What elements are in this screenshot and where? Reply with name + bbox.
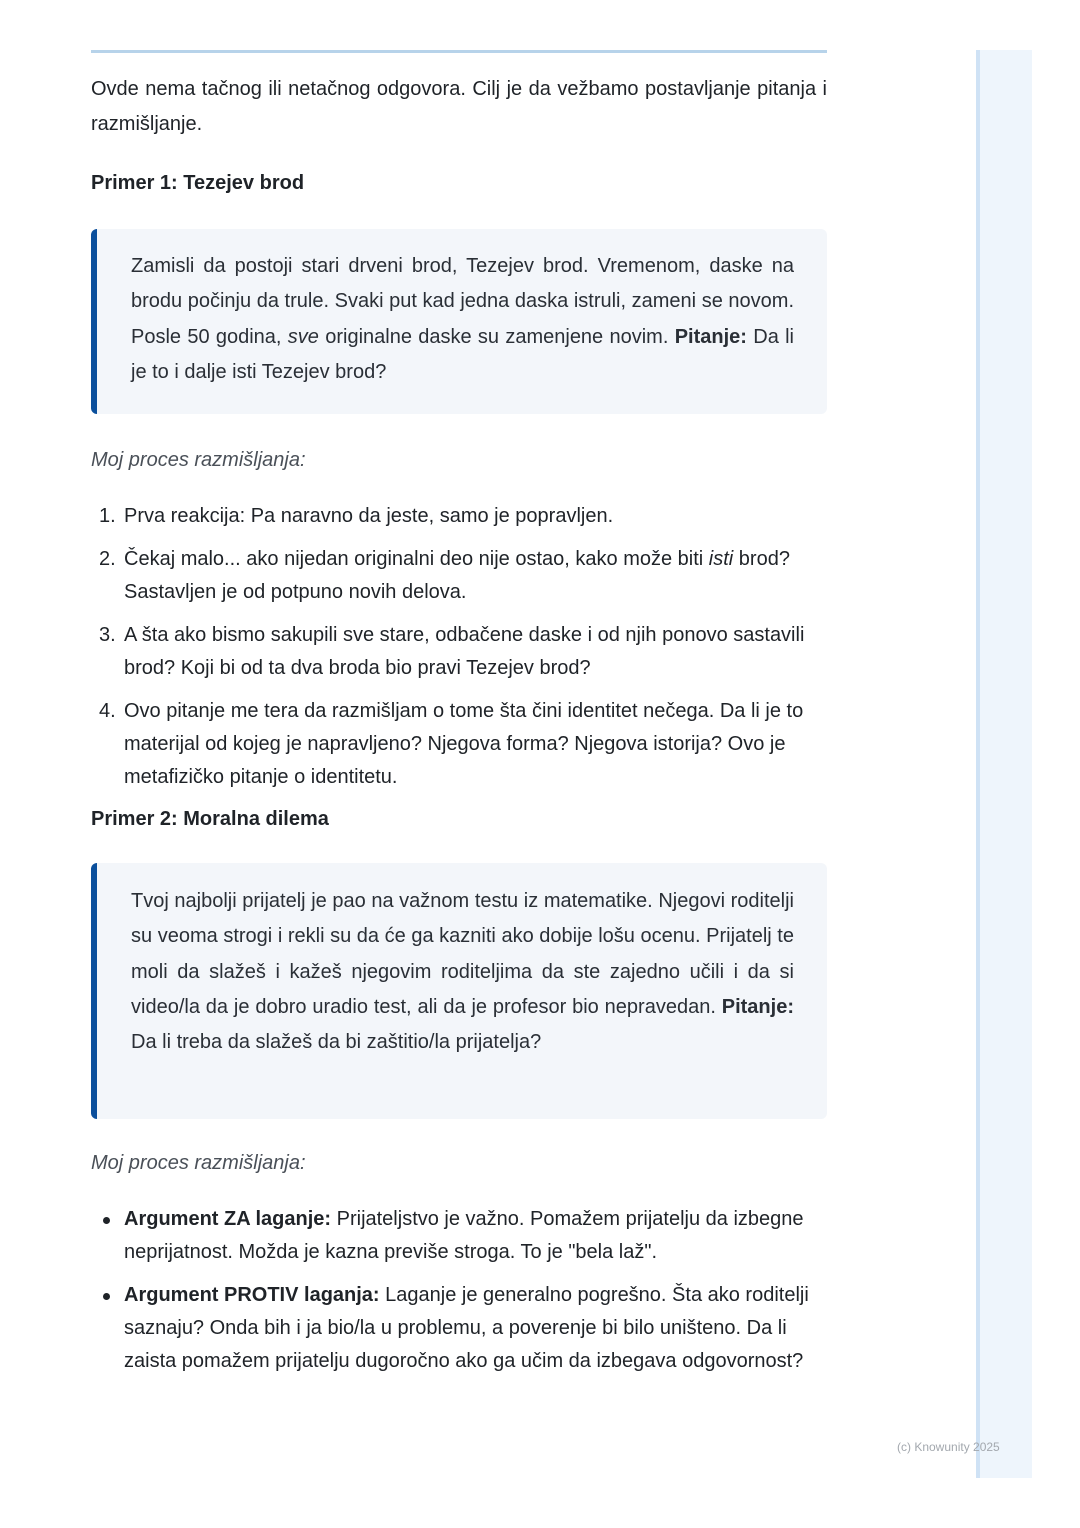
example2-quote-text: Tvoj najbolji prijatelj je pao na važnom testu iz matematike. Njegovi roditelji su veoma strogi i rekli su da će ga kazniti ako dobije lošu ocenu. Prijatelj te moli da slažeš i kažeš njegovim roditeljima da ste zajedno učili i da si video/la da je dobro uradio test, ali da je profesor bio nepravedan. Pitanje: Da li treba da slažeš da bi zaštitio/la prijatelja?: [131, 890, 794, 1054]
side-panel: [976, 50, 1032, 1478]
top-rule: [91, 50, 827, 53]
bullet-icon: [103, 1217, 110, 1224]
example1-process-label: Moj proces razmišljanja:: [91, 449, 306, 471]
list-item: Argument PROTIV laganja: Laganje je generalno pogrešno. Šta ako roditelji saznaju? Onda bih i ja bio/la u problemu, a poverenje bi bilo uništeno. Da li zaista pomažem prijatelju dugoročno ako ga učim da izbegava odgovornost?: [91, 1279, 827, 1378]
list-item: 2. Čekaj malo... ako nijedan originalni deo nije ostao, kako može biti isti brod? Sastavljen je od potpuno novih delova.: [99, 548, 790, 603]
example1-heading: Primer 1: Tezejev brod: [91, 172, 305, 194]
intro-paragraph: Ovde nema tačnog ili netačnog odgovora. Cilj je da vežbamo postavljanje pitanja i razmišljanje.: [91, 78, 827, 135]
list-item: 4. Ovo pitanje me tera da razmišljam o tome šta čini identitet nečega. Da li je to materijal od kojeg je napravljeno? Njegova forma? Njegova istorija? Ovo je metafizičko pitanje o identitetu.: [99, 700, 804, 788]
example1-quote-text: Zamisli da postoji stari drveni brod, Tezejev brod. Vremenom, daske na brodu počinju da trule. Svaki put kad jedna daska istruli, zameni se novom. Posle 50 godina, sve originalne daske su zamenjene novim. Pitanje: Da li je to i dalje isti Tezejev brod?: [131, 255, 795, 383]
example1-steps: [91, 500, 827, 794]
question-label: Pitanje:: [674, 325, 747, 348]
bullet-icon: [103, 1293, 110, 1300]
example1-quote: [91, 229, 827, 414]
example2-process-label: Moj proces razmišljanja:: [91, 1152, 306, 1174]
copyright-footer: (c) Knowunity 2025: [897, 1440, 1000, 1454]
example2-quote: [91, 863, 827, 1119]
question-label: Pitanje:: [721, 995, 794, 1018]
list-item: Argument ZA laganje: Prijateljstvo je važno. Pomažem prijatelju da izbegne neprijatnost. Možda je kazna previše stroga. To je "bela laž".: [91, 1203, 827, 1269]
example2-heading: Primer 2: Moralna dilema: [91, 808, 329, 830]
list-item: 3. A šta ako bismo sakupili sve stare, odbačene daske i od njih ponovo sastavili brod? Koji bi od ta dva broda bio pravi Tezejev brod?: [99, 624, 805, 679]
example2-arguments: [91, 1203, 827, 1378]
document-content: [91, 72, 827, 1378]
list-item: 1. Prva reakcija: Pa naravno da jeste, samo je popravljen.: [99, 505, 614, 527]
